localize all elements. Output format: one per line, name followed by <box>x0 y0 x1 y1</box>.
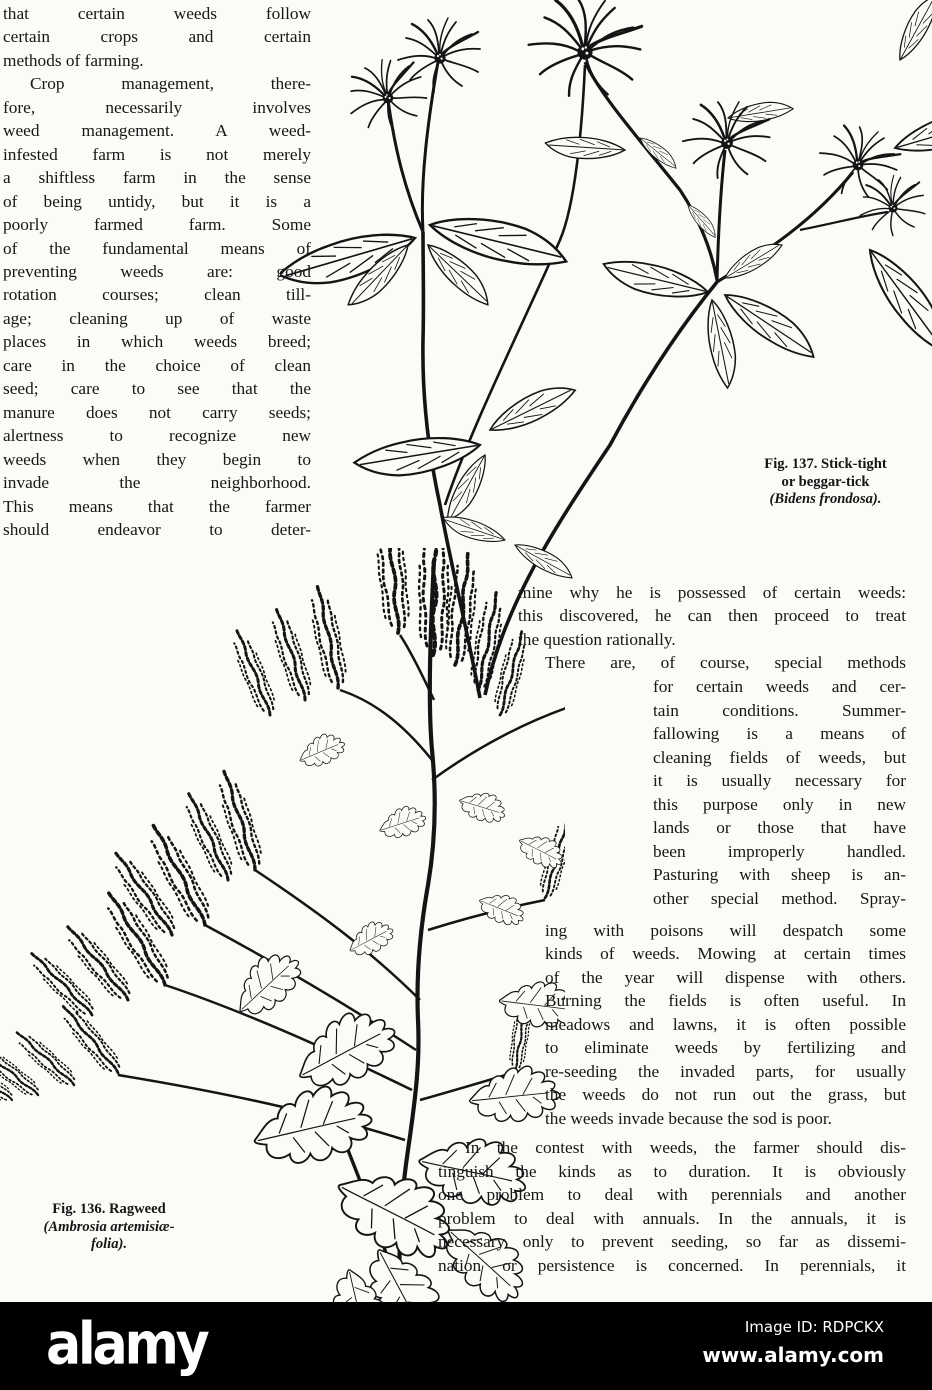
text-line: should endeavor to deter- <box>3 519 311 539</box>
right-text-column-intro <box>518 581 906 675</box>
text-line: nation or persistence is concerned. In perennials, it <box>438 1255 906 1275</box>
text-line: alertness to recognize new <box>3 426 311 446</box>
text-line: of the fundamental means of <box>3 238 311 258</box>
text-line: necessary only to prevent seeding, so far as dissemi- <box>438 1232 906 1252</box>
alamy-url-text: www.alamy.com <box>702 1343 884 1367</box>
text-line: kinds of weeds. Mowing at certain times <box>545 944 906 964</box>
text-line: weed management. A weed- <box>3 121 311 141</box>
text-line: poorly farmed farm. Some <box>3 215 311 235</box>
text-line: the question rationally. <box>518 629 676 649</box>
text-line: this discovered, he can then proceed to treat <box>518 606 906 626</box>
text-line: age; cleaning up of waste <box>3 308 311 328</box>
text-line: lands or those that have <box>653 818 906 838</box>
text-line: of the year will dispense with others. <box>545 967 906 987</box>
caption-line: (Ambrosia artemisiæ- <box>43 1218 175 1235</box>
watermark-info <box>702 1318 884 1367</box>
text-line: ing with poisons will despatch some <box>545 921 906 940</box>
text-line: tain conditions. Summer- <box>653 700 906 720</box>
text-line: been improperly handled. <box>653 841 906 861</box>
fig-137-caption <box>733 456 918 509</box>
text-line: the weeds do not run out the grass, but <box>545 1085 906 1105</box>
text-line: Pasturing with sheep is an- <box>653 865 906 885</box>
text-line: weeds when they begin to <box>3 449 311 469</box>
text-line: meadows and lawns, it is often possible <box>545 1014 906 1034</box>
text-line: This means that the farmer <box>3 496 311 516</box>
caption-line: Fig. 137. Stick-tight <box>764 456 887 472</box>
text-line: certain crops and certain <box>3 27 311 47</box>
fig-136-caption <box>18 1201 200 1254</box>
text-line: preventing weeds are: good <box>3 261 311 281</box>
caption-line: or beggar-tick <box>781 473 870 490</box>
text-line: mine why he is possessed of certain weeds: <box>518 583 906 602</box>
text-line: tinguish the kinds as to duration. It is obviously <box>438 1161 906 1181</box>
text-line: methods of farming. <box>3 50 144 70</box>
text-line: seed; care to see that the <box>3 379 311 399</box>
right-text-column-body <box>545 919 906 1130</box>
text-line: invade the neighborhood. <box>3 473 311 493</box>
text-line: rotation courses; clean till- <box>3 285 311 305</box>
text-line: infested farm is not merely <box>3 144 311 164</box>
text-line: re-seeding the invaded parts, for usually <box>545 1061 906 1081</box>
caption-line: Fig. 136. Ragweed <box>52 1201 166 1217</box>
text-line: There are, of course, special methods <box>545 653 906 673</box>
caption-line: (Bidens frondosa). <box>769 491 882 508</box>
text-line: fallowing is a means of <box>653 724 906 744</box>
text-line: this purpose only in new <box>653 794 906 814</box>
right-text-column-indented <box>653 675 906 910</box>
text-line: the weeds invade because the sod is poor. <box>545 1108 832 1128</box>
text-line: Burning the fields is often useful. In <box>545 991 906 1011</box>
image-id-text: Image ID: RDPCKX <box>744 1318 884 1336</box>
text-line: places in which weeds breed; <box>3 332 311 352</box>
text-line: manure does not carry seeds; <box>3 402 311 422</box>
text-line: problem to deal with annuals. In the annuals, it is <box>438 1208 906 1228</box>
text-line: to eliminate weeds by fertilizing and <box>545 1038 906 1058</box>
text-line: fore, necessarily involves <box>3 97 311 117</box>
text-line: other special method. Spray- <box>653 888 906 908</box>
text-line: care in the choice of clean <box>3 355 311 375</box>
text-line: In the contest with weeds, the farmer should dis- <box>465 1138 906 1157</box>
text-line: of being untidy, but it is a <box>3 191 311 211</box>
alamy-logo: alamy <box>46 1310 207 1378</box>
watermark-bar <box>0 1302 932 1390</box>
text-line: it is usually necessary for <box>653 771 906 791</box>
left-text-column <box>3 2 311 541</box>
text-line: that certain weeds follow <box>3 4 311 23</box>
text-line: cleaning fields of weeds, but <box>653 747 906 767</box>
closing-paragraph <box>438 1136 906 1278</box>
caption-line: folia). <box>90 1236 128 1253</box>
text-line: a shiftless farm in the sense <box>3 168 311 188</box>
text-line: Crop management, there- <box>30 74 311 94</box>
text-line: one problem to deal with perennials and another <box>438 1185 906 1205</box>
text-line: for certain weeds and cer- <box>653 677 906 696</box>
